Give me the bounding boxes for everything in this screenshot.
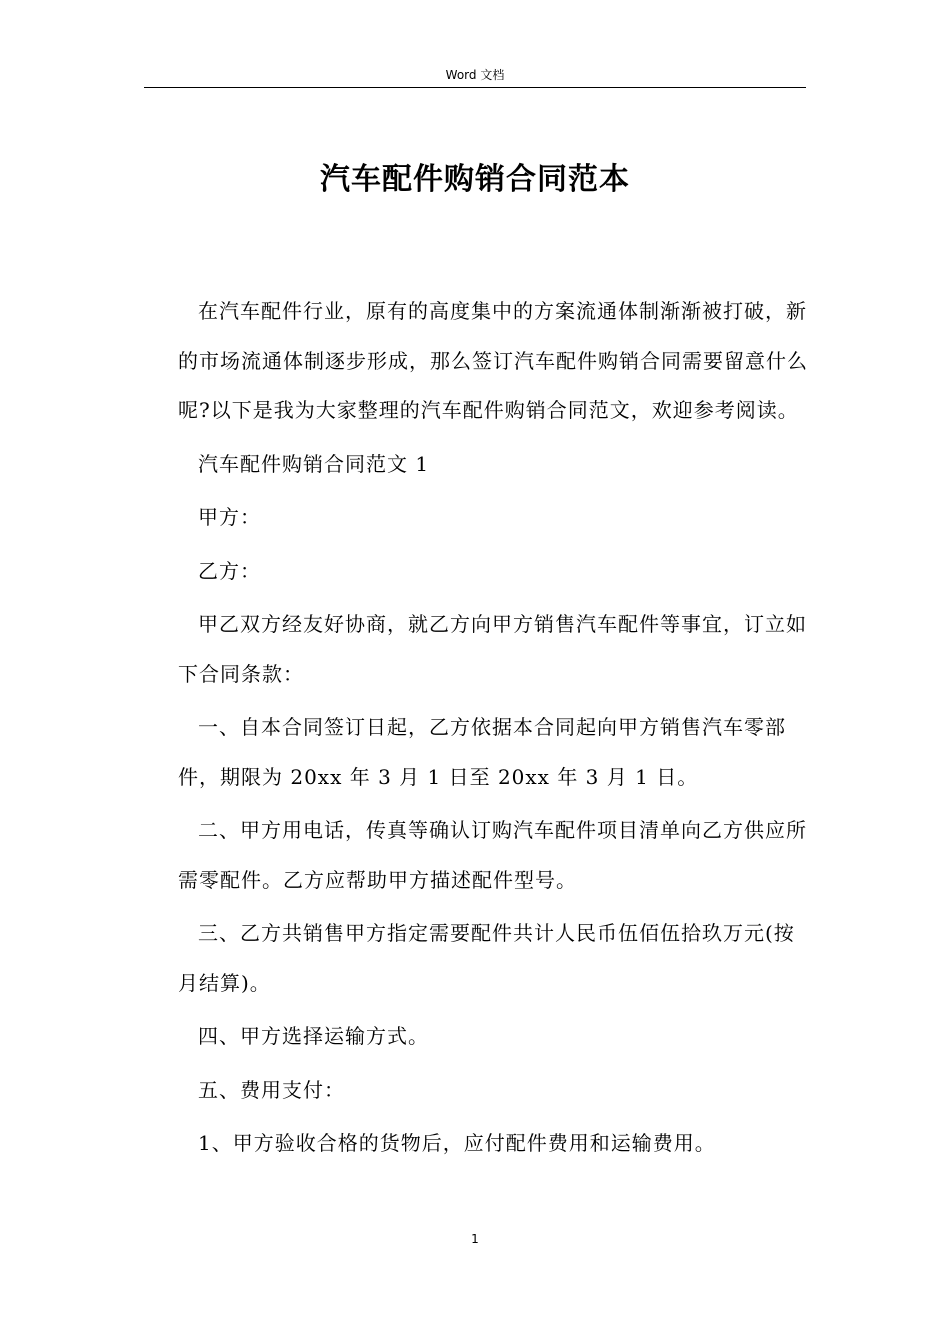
header-label: Word 文档 [445,68,505,82]
document-title: 汽车配件购销合同范本 [320,162,630,197]
paragraph-party-b: 乙方： [198,558,261,583]
paragraph-clause-5-1: 1、甲方验收合格的货物后，应付配件费用和运输费用。 [198,1131,716,1155]
paragraph-sample-heading: 汽车配件购销合同范文 1 [198,451,430,476]
paragraph-clause-4: 四、甲方选择运输方式。 [198,1024,429,1048]
header-divider [144,87,806,88]
paragraph-clause-3: 三、乙方共销售甲方指定需要配件共计人民币伍佰伍拾玖万元(按月结算)。 [178,921,795,995]
document-body [178,287,808,1173]
paragraph-intro: 在汽车配件行业，原有的高度集中的方案流通体制渐渐被打破，新的市场流通体制逐步形成，那么签订汽车配件购销合同需要留意什么呢?以下是我为大家整理的汽车配件购销合同范文，欢迎参考阅读。 [178,299,808,422]
paragraph-preamble: 甲乙双方经友好协商，就乙方向甲方销售汽车配件等事宜，订立如下合同条款： [178,612,807,686]
paragraph-clause-2: 二、甲方用电话，传真等确认订购汽车配件项目清单向乙方供应所需零配件。乙方应帮助甲方描述配件型号。 [178,818,807,892]
paragraph-clause-5: 五、费用支付： [198,1077,345,1102]
paragraph-party-a: 甲方： [198,505,261,529]
paragraph-clause-1: 一、自本合同签订日起，乙方依据本合同起向甲方销售汽车零部件，期限为 20xx 年 3 月 1 日至 20xx 年 3 月 1 日。 [178,715,786,789]
page-number: 1 [471,1232,479,1246]
